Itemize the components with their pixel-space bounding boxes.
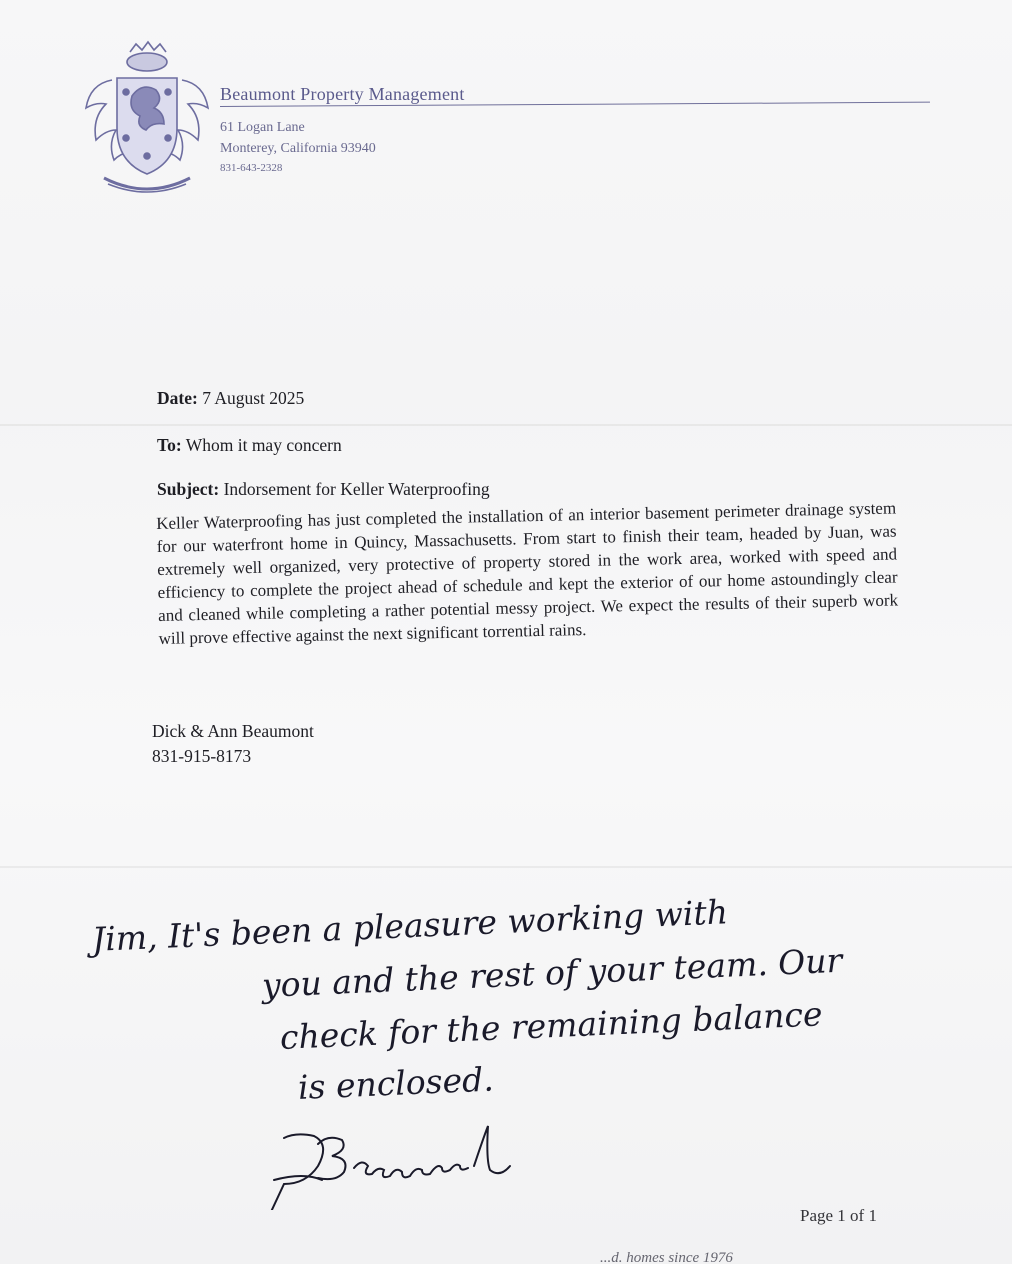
signatory-phone: 831-915-8173 (152, 746, 252, 766)
company-address-line2: Monterey, California 93940 (220, 141, 376, 156)
company-address-line1: 61 Logan Lane (220, 120, 305, 135)
date-label: Date: (157, 388, 198, 408)
date-value: 7 August 2025 (202, 388, 305, 408)
letter-body: Keller Waterproofing has just completed the installation of an interior basement perimeter drainage system for our waterfront home in Quincy, Massachusetts. From start to finish their team, headed by Juan, was extremely well organized, very protective of property stored in the work area, worked with speed and efficiency to complete the project ahead of schedule and kept the exterior of our home astoundingly clear and cleaned while completing a rather potential messy project. We expect the results of their superb work will prove effective against the next significant torrential rains. (156, 498, 899, 648)
handwritten-line-2: you and the rest of your team. Our (261, 940, 844, 1005)
subject-label: Subject: (157, 479, 220, 499)
footer-tagline: ...d. homes since 1976 (600, 1250, 733, 1264)
paper-fold (0, 866, 1012, 868)
company-name: Beaumont Property Management (220, 84, 465, 104)
signatory-name: Dick & Ann Beaumont (152, 721, 314, 741)
to-value: Whom it may concern (185, 435, 342, 455)
date-line (157, 388, 304, 409)
company-phone: 831-643-2328 (220, 162, 283, 174)
subject-value: Indorsement for Keller Waterproofing (223, 479, 490, 499)
handwritten-signature (262, 1120, 542, 1210)
handwritten-line-1: Jim, It's been a pleasure working with (91, 892, 729, 959)
paper-fold (0, 424, 1012, 426)
handwritten-line-4: is enclosed. (297, 1059, 495, 1107)
handwritten-line-3: check for the remaining balance (279, 994, 824, 1057)
subject-line (157, 479, 490, 500)
page-number: Page 1 of 1 (800, 1206, 877, 1225)
to-line (157, 435, 342, 456)
heraldic-crest-icon (82, 38, 212, 198)
to-label: To: (157, 435, 182, 455)
